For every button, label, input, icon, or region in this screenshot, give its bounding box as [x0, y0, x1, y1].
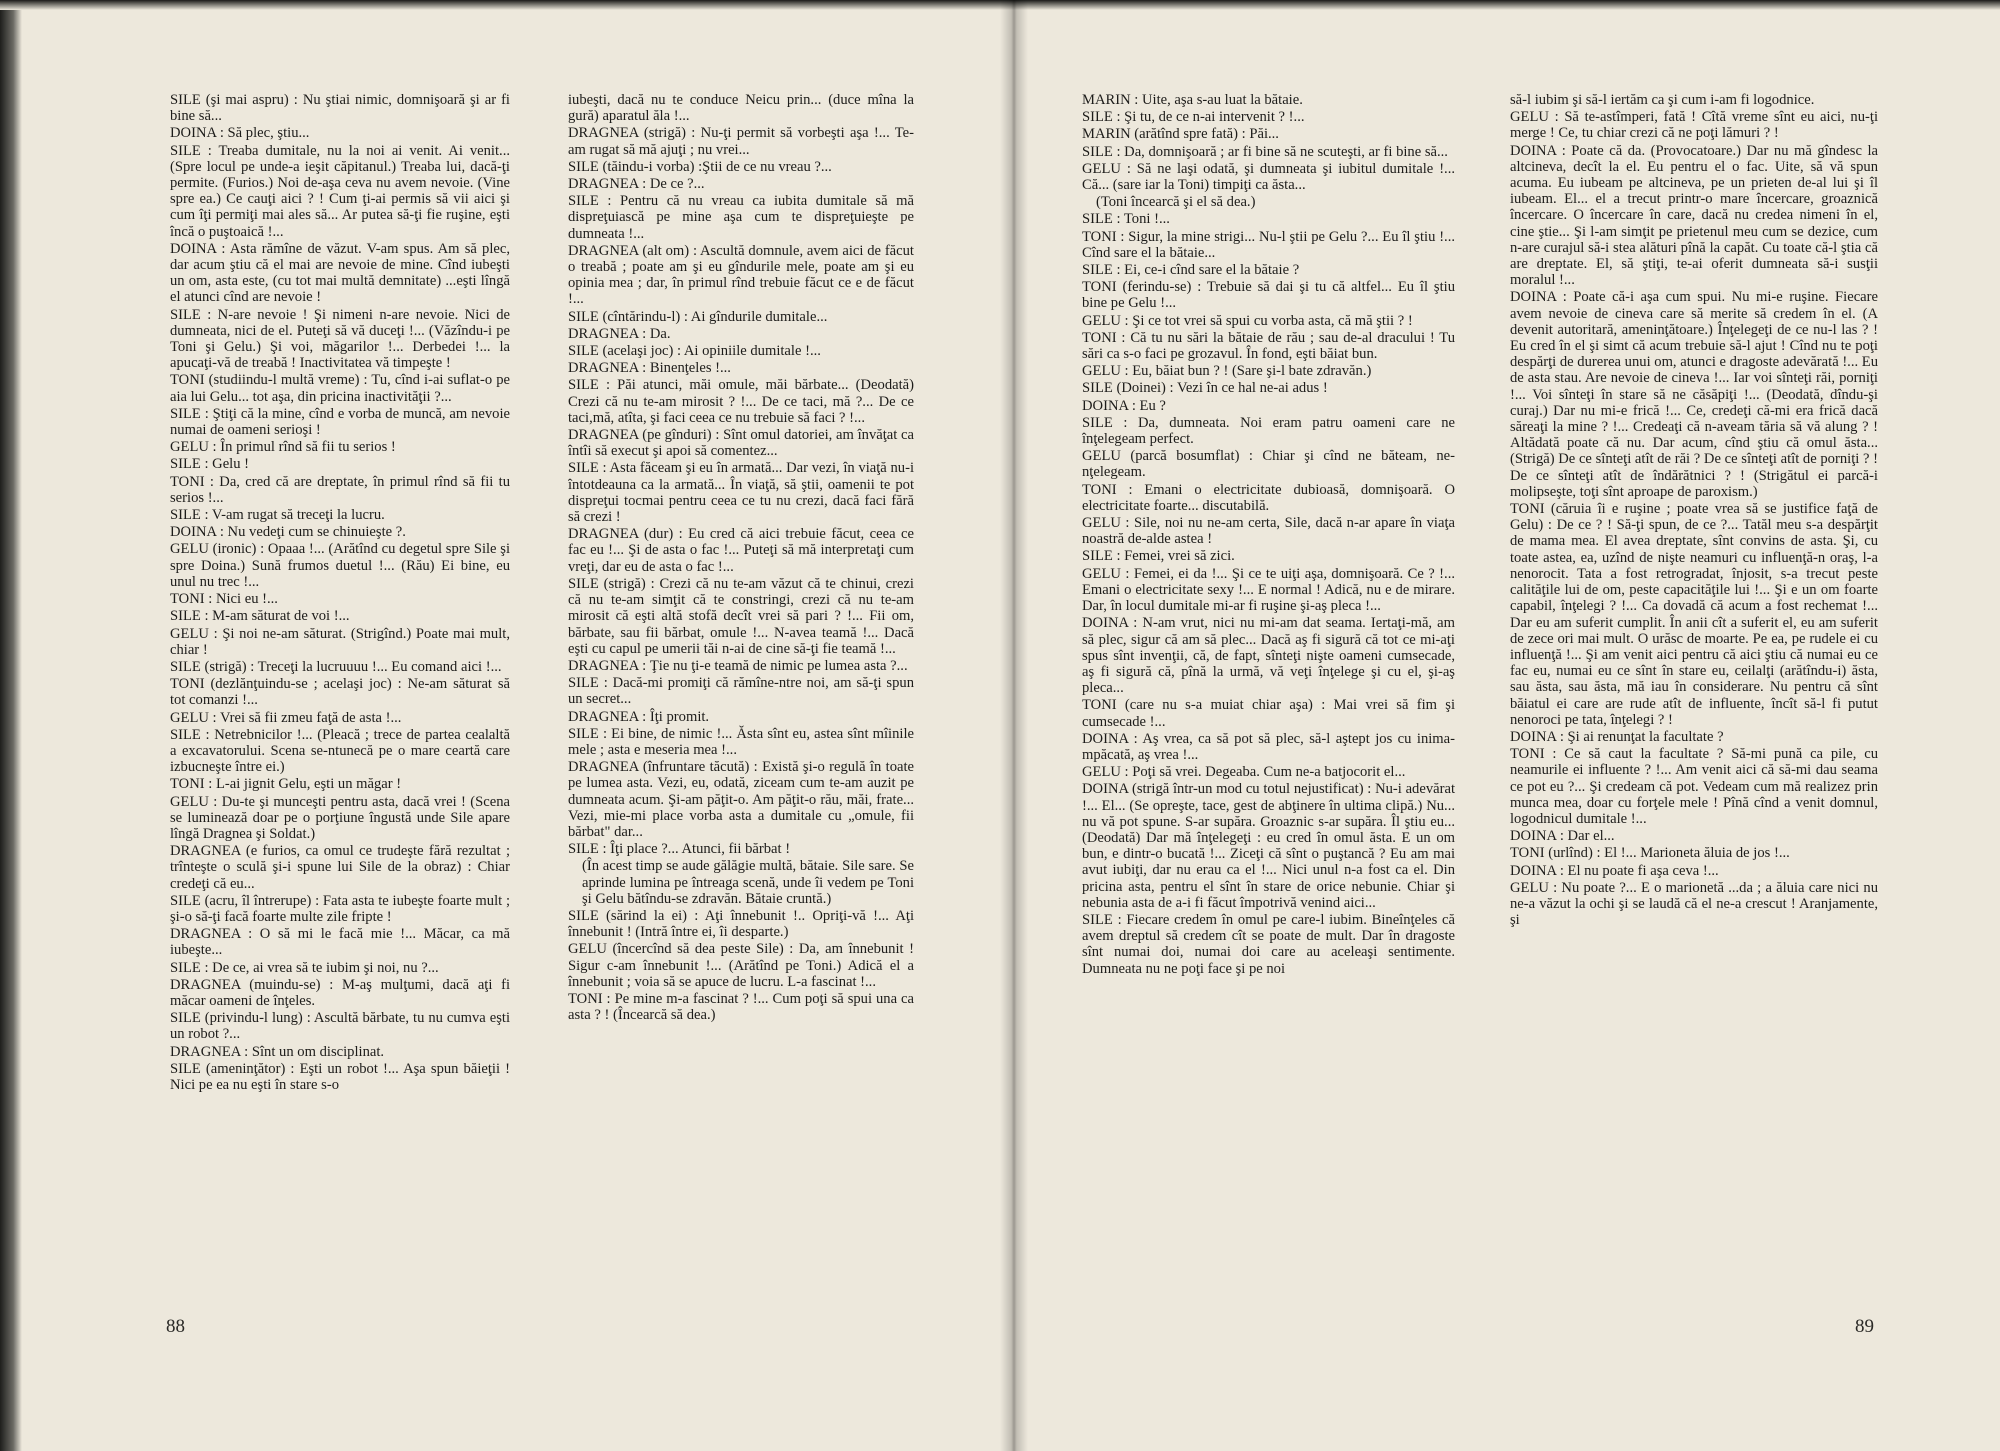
dialogue-line: TONI : Ce să caut la facultate ? Să-mi pună ca pile, cu neamurile ei influente ? !... Am venit aici că să-mi dau seama ce pot eu ?... Şi credeam că pot. Vedeam cum mă realizez prin munca mea, doar cu forţele mele ! Pînă cînd a venit domnul, logodnicul dumitale !... — [1510, 746, 1878, 827]
dialogue-line: SILE : V-am rugat să treceţi la lucru. — [170, 507, 385, 524]
dialogue-line: DOINA (strigă într-un mod cu totul nejustificat) : Nu-i adevărat !... El... (Se opreşte, tace, gest de abţinere în ultima clipă.) Nu... nu vă pot spune. S-ar supăra. Groaznic s-ar supăra. Îl ştiu eu... (Deodată) Dar mă înţelegeţi : eu cred în omul ăsta. E un om bun, e dintr-o bucată !... Ziceţi că sînt o puştancă ? Eu am mai avut iubiţi, dar nu erau ca el !... Nici unul n-a fost ca el. Din pricina asta, pentru el sînt în stare de orice nebunie. Chiar şi nebunia asta de a-i fi făcut împotrivă venind aici... — [1082, 781, 1455, 911]
dialogue-line: DRAGNEA : Da. — [568, 325, 671, 342]
dialogue-line: DRAGNEA (dur) : Eu cred că aici trebuie făcut, ceea ce fac eu !... Şi de asta o fac !... Puteţi să mă interpretaţi cum vreţi, dar eu de asta o fac !... — [568, 526, 914, 575]
dialogue-line: GELU : Nu poate ?... E o marionetă ...da ; a ăluia care nici nu ne-a văzut la ochi şi se laudă că el ne-a crescut ! Aranjamente, şi — [1510, 879, 1878, 929]
dialogue-line: GELU : Vrei să fii zmeu faţă de asta !... — [170, 709, 402, 726]
dialogue-line: GELU : Şi noi ne-am săturat. (Strigînd.) Poate mai mult, chiar ! — [170, 625, 510, 658]
book-gutter — [1000, 0, 1028, 1451]
dialogue-line: DRAGNEA (strigă) : Nu-ţi permit să vorbeşti aşa !... Te-am rugat să mă ajuţi ; nu vrei... — [568, 125, 914, 158]
dialogue-line: SILE : Pentru că nu vreau ca iubita dumitale să mă dispreţuiască pe mine aşa cum te dispreţuieşte pe dumneata !... — [568, 193, 914, 242]
dialogue-line: DOINA : Dar el... — [1510, 828, 1615, 845]
dialogue-line: DRAGNEA (alt om) : Ascultă domnule, avem aici de făcut o treabă ; poate am şi eu gîndurile mele, poate am şi eu opinia mea ; dar, în primul rînd trebuie făcut ce e de făcut !... — [568, 242, 914, 308]
dialogue-line: DOINA : Nu vedeţi cum se chinuieşte ?. — [170, 524, 406, 541]
dialogue-line: SILE : Păi atunci, măi omule, măi bărbate... (Deodată) Crezi că nu te-am mirosit ? !... De ce taci, mă ?... De ce taci,mă, atîta, şi faci ceea ce nu trebuie să faci ? !... — [568, 377, 914, 426]
page-number-right: 89 — [1855, 1316, 1874, 1337]
dialogue-line: TONI : Sigur, la mine strigi... Nu-l ştii pe Gelu ?... Eu îl ştiu !... Cînd sare el la bătaie... — [1082, 228, 1455, 261]
dialogue-line: DOINA : Poate că da. (Provocatoare.) Dar nu mă gîndesc la altcineva, decît la el. Eu pentru el o fac. Uite, să vă spun acuma. Eu iubeam pe altcineva, pe un prieten de-al lui şi îl iubeam. El... el a trecut printr-o mare încercare, groaznică încercare. O încercare în care, dacă nu credea nimeni în el, cine ştie... Şi l-am simţit pe prietenul meu cum se dezice, cum n-are curajul să-i stea alături pînă la capăt. Cu toate că-l ştia că are dreptate. El, să ştiţi, te-ai oferit dumneata să-i susţii moralul !... — [1510, 142, 1878, 289]
dialogue-line: să-l iubim şi să-l iertăm ca şi cum i-am fi logodnice. — [1510, 92, 1815, 108]
dialogue-line: SILE (Doinei) : Vezi în ce hal ne-ai adus ! — [1082, 380, 1328, 397]
page-number-left: 88 — [166, 1316, 185, 1337]
dialogue-line: iubeşti, dacă nu te conduce Neicu prin... (duce mîna la gură) aparatul ăla !... — [568, 92, 914, 125]
dialogue-line: GELU (parcă bosumflat) : Chiar şi cînd ne băteam, ne-nţelegeam. — [1082, 448, 1455, 481]
dialogue-line: DRAGNEA (muindu-se) : M-aş mulţumi, dacă aţi fi măcar oameni de înţeles. — [170, 976, 510, 1009]
dialogue-line: MARIN (arătînd spre fată) : Păi... — [1082, 126, 1279, 143]
dialogue-line: SILE : Ei bine, de nimic !... Ăsta sînt eu, astea sînt mîinile mele ; asta e meseria mea !... — [568, 725, 914, 758]
dialogue-line: SILE : Asta făceam şi eu în armată... Dar vezi, în viaţă nu-i întotdeauna ca la armată... În viaţă, să ştii, oamenii te pot dispreţui tocmai pentru ceea ce tu nu crezi, dacă faci fără să crezi ! — [568, 460, 914, 526]
dialogue-line: SILE (acru, îl întrerupe) : Fata asta te iubeşte foarte mult ; şi-o să-ţi facă foarte multe zile fripte ! — [170, 892, 510, 925]
dialogue-line: SILE (acelaşi joc) : Ai opiniile dumitale !... — [568, 343, 821, 360]
dialogue-line: GELU : Să ne laşi odată, şi dumneata şi iubitul dumitale !... Că... (sare iar la Toni) timpiţi ca ăsta... — [1082, 160, 1455, 194]
dialogue-line: SILE : Şi tu, de ce n-ai intervenit ? !... — [1082, 109, 1305, 126]
dialogue-line: GELU : Eu, băiat bun ? ! (Sare şi-l bate zdravăn.) — [1082, 363, 1372, 380]
dialogue-line: SILE : Toni !... — [1082, 211, 1170, 228]
dialogue-line: (În acest timp se aude gălăgie multă, bătaie. Sile sare. Se aprinde lumina pe întreaga scenă, unde îi vedem pe Toni şi Gelu bătîndu-se zdravăn. Bătaie cruntă.) — [582, 858, 914, 907]
dialogue-line: GELU : În primul rînd să fii tu serios ! — [170, 439, 396, 456]
dialogue-line: SILE : Gelu ! — [170, 456, 250, 473]
dialogue-line: SILE (sărind la ei) : Aţi înnebunit !.. Opriţi-vă !... Aţi înnebunit ! (Intră între ei, îi desparte.) — [568, 907, 914, 941]
dialogue-line: SILE (tăindu-i vorba) :Ştii de ce nu vreau ?... — [568, 158, 832, 175]
left-page-column-1 — [170, 92, 510, 1292]
dialogue-line: GELU (încercînd să dea peste Sile) : Da, am înnebunit ! Sigur c-am înnebunit !... (Arătînd pe Toni.) Adică el a înnebunit ; voia să se apuce de lucru. L-a fascinat !... — [568, 941, 914, 990]
dialogue-line: DRAGNEA (pe gînduri) : Sînt omul datoriei, am învăţat ca întîi să execut şi apoi să comentez... — [568, 427, 914, 460]
dialogue-line: GELU : Să te-astîmperi, fată ! Cîtă vreme sînt eu aici, nu-ţi merge ! Ce, tu chiar crezi că ne poţi lămuri ? ! — [1510, 109, 1878, 142]
dialogue-line: DOINA : Eu ? — [1082, 397, 1166, 414]
dialogue-line: SILE (cîntărindu-l) : Ai gîndurile dumitale... — [568, 308, 828, 325]
dialogue-line: TONI (ferindu-se) : Trebuie să dai şi tu că altfel... Eu îl ştiu bine pe Gelu !... — [1082, 279, 1455, 312]
dialogue-line: SILE : N-are nevoie ! Şi nimeni n-are nevoie. Nici de dumneata, nici de el. Puteţi să vă duceţi !... (Văzîndu-i pe Toni şi Gelu.) Şi voi, măgarilor !... Derbedei !... la apucaţi-vă de treabă ! Inactivitatea vă timpeşte ! — [170, 306, 510, 372]
dialogue-line: SILE : Dacă-mi promiţi că rămîne-ntre noi, am să-ţi spun un secret... — [568, 675, 914, 708]
dialogue-line: SILE : De ce, ai vrea să te iubim şi noi, nu ?... — [170, 959, 439, 976]
dialogue-line: SILE : Femei, vrei să zici. — [1082, 548, 1235, 565]
dialogue-line: TONI : Emani o electricitate dubioasă, domnişoară. O electricitate foarte... discutabilă. — [1082, 481, 1455, 514]
dialogue-line: TONI : Nici eu !... — [170, 591, 278, 608]
dialogue-line: DOINA : Să plec, ştiu... — [170, 125, 310, 142]
dialogue-line: MARIN : Uite, aşa s-au luat la bătaie. — [1082, 92, 1303, 108]
dialogue-line: TONI : Da, cred că are dreptate, în primul rînd să fii tu serios !... — [170, 473, 510, 506]
dialogue-line: GELU : Şi ce tot vrei să spui cu vorba asta, că mă ştii ? ! — [1082, 312, 1413, 329]
dialogue-line: SILE : Treaba dumitale, nu la noi ai venit. Ai venit... (Spre locul pe unde-a ieşit căpitanul.) Treaba lui, dacă-ţi permite. (Furios.) Noi de-aşa ceva nu avem nevoie. (Vine spre ea.) Ce cauţi aici ? ! Cum ţi-ai permis să vii aici şi cum îţi permiţi mai ales să... Ar putea să-ţi fie ruşine, eşti încă o puştoaică !... — [170, 142, 510, 240]
dialogue-line: TONI (care nu s-a muiat chiar aşa) : Mai vrei să fim şi cumsecade !... — [1082, 697, 1455, 730]
dialogue-line: SILE (ameninţător) : Eşti un robot !... Aşa spun băieţii ! Nici pe ea nu eşti în stare s-o — [170, 1060, 510, 1093]
left-page-column-2 — [568, 92, 914, 1292]
dialogue-line: SILE : Netrebnicilor !... (Pleacă ; trece de partea cealaltă a excavatorului. Scena se-ntunecă pe o mare ceartă care izbucneşte între ei.) — [170, 726, 510, 776]
dialogue-line: DOINA : El nu poate fi aşa ceva !... — [1510, 862, 1719, 879]
dialogue-line: GELU : Femei, ei da !... Şi ce te uiţi aşa, domnişoară. Ce ? !... Emani o electricitate sexy !... E normal ! Adică, nu e de mirare. Dar, în locul dumitale mi-ar fi ruşine şi-aş pleca !... — [1082, 565, 1455, 615]
dialogue-line: DRAGNEA : De ce ?... — [568, 176, 705, 193]
dialogue-line: SILE (strigă) : Treceţi la lucruuuu !... Eu comand aici !... — [170, 658, 502, 675]
dialogue-line: DRAGNEA (e furios, ca omul ce trudeşte fără rezultat ; trînteşte o sculă şi-i spune lui Sile de la obraz) : Chiar credeţi că eu... — [170, 843, 510, 892]
dialogue-line: SILE : Ei, ce-i cînd sare el la bătaie ? — [1082, 262, 1300, 279]
dialogue-line: GELU : Du-te şi munceşti pentru asta, dacă vrei ! (Scena se luminează doar pe o porţiune îngustă unde Sile apare lîngă Dragnea şi Soldat.) — [170, 793, 510, 842]
dialogue-line: DRAGNEA : O să mi le facă mie !... Măcar, ca mă iubeşte... — [170, 926, 510, 959]
dialogue-line: DOINA : Asta rămîne de văzut. V-am spus. Am să plec, dar acum ştiu că el mai are nevoie de mine. Cînd iubeşti un om, asta este, (cu tot mai multă demnitate) ...eşti lîngă el atunci cînd are nevoie ! — [170, 240, 510, 306]
dialogue-line: SILE (strigă) : Crezi că nu te-am văzut că te chinui, crezi că nu te-am simţit că te constringi, crezi că nu te-am mirosit că eşti altă stofă decît vrei să pari ? !... Fii om, bărbate, sau fii bărbat, omule !... N-avea teamă !... Dacă eşti cu capul pe umerii tăi n-ai de cine să-ţi fie teamă !... — [568, 575, 914, 657]
dialogue-line: TONI (urlînd) : El !... Marioneta ăluia de jos !... — [1510, 845, 1790, 862]
dialogue-line: GELU : Sile, noi nu ne-am certa, Sile, dacă n-ar apare în viaţa noastră de-alde astea ! — [1082, 515, 1455, 548]
dialogue-line: TONI (dezlănţuindu-se ; acelaşi joc) : Ne-am săturat să tot comanzi !... — [170, 676, 510, 709]
dialogue-line: DOINA : Poate că-i aşa cum spui. Nu mi-e ruşine. Fiecare avem nevoie de cineva care să merite să credem în el. (A devenit autoritară, ameninţătoare.) Înţelegeţi de ce nu-l las ? ! Eu cred în el şi simt că acum trebuie să-l ajut ! Cînd nu te poţi despărţi de durerea unui om, atunci e dragoste adevărată !... Eu de asta stau. Are nevoie de cineva !... Iar voi sînteţi răi, porniţi !... Voi sînteţi în stare să ne căsăpiţi !... (Deodată, dîndu-şi curaj.) Dar nu mi-e frică !... Ce, credeţi că-mi era frică dacă săreaţi la mine ? !... Credeaţi că n-aveam tăria să vă alung ? ! Altădată poate că nu. Dar acum, cînd ştiu că omul ăsta... (Strigă) De ce sînteţi atît de răi ? De ce sînteţi atît de porniţi ? ! De ce sînteţi atît de îndărătnici ? ! (Strigătul ei parcă-i molipseşte, toţi sînt aproape de paroxism.) — [1510, 289, 1878, 500]
dialogue-line: DOINA : N-am vrut, nici nu mi-am dat seama. Iertaţi-mă, am să plec, sigur că am să plec... Dacă aş fi sigură că tot ce mi-aţi spus sînt invenţii, că, de fapt, sînteţi nişte oameni cumsecade, aş fi sigură că, pînă la urmă, vă veţi înţelege şi cu el, şi-aş pleca... — [1082, 615, 1455, 697]
dialogue-line: DRAGNEA : Îţi promit. — [568, 708, 710, 725]
dialogue-line: TONI (căruia îi e ruşine ; poate vrea să se justifice faţă de Gelu) : De ce ? ! Să-ţi spun, de ce ?... Tatăl meu s-a despărţit de mama mea. El avea dreptate, sînt convins de asta. Şi, cu toate astea, ea, uzînd de nişte neamuri cu influenţă-n oraş, l-a nenorocit. Tata a fost retrogradat, înjosit, s-a trecut peste calităţile lui de om, peste capacităţile lui !... Şi e un om foarte capabil, înţelegi ? !... Ca dovadă că acum a fost rechemat !... Dar eu am suferit cumplit. În anii cît a suferit el, eu am suferit de zece ori mai mult. O urăsc de moarte. Pe ea, pe rudele ei cu influenţă !... Şi am venit aici pentru că aici ştiu că numai eu ce fac eu, numai eu ce sînt în stare eu, ceilalţi (arătîndu-i) ăsta, sau ăsta, sau ăsta, mă iau în considerare. Nu pentru că sînt băiatul ei care are rude atît de influente, încît să-l fi putut nenoroci pe tata, înţelegi ? ! — [1510, 501, 1878, 728]
dialogue-line: DOINA : Şi ai renunţat la facultate ? — [1510, 728, 1724, 745]
dialogue-line: DOINA : Aş vrea, ca să pot să plec, să-l aştept jos cu inima-mpăcată, aş vrea !... — [1082, 730, 1455, 763]
dialogue-line: SILE (şi mai aspru) : Nu ştiai nimic, domnişoară şi ar fi bine să... — [170, 92, 510, 125]
dialogue-line: SILE (privindu-l lung) : Ascultă bărbate, tu nu cumva eşti un robot ?... — [170, 1010, 510, 1043]
dialogue-line: SILE : Da, domnişoară ; ar fi bine să ne scuteşti, ar fi bine să... — [1082, 143, 1448, 160]
dialogue-line: DRAGNEA : Binenţeles !... — [568, 360, 731, 377]
dialogue-line: SILE : Îţi place ?... Atunci, fii bărbat ! — [568, 841, 791, 858]
dialogue-line: DRAGNEA (înfruntare tăcută) : Există şi-o regulă în toate pe lumea asta. Vezi, eu, odată, ziceam cum te-am auzit pe dumneata acum. Şi-am păţit-o. Am păţit-o rău, măi, frate... Vezi, mie-mi place vorba asta a dumitale cu „omule, fii bărbat" dar... — [568, 759, 914, 840]
right-page — [1012, 0, 2000, 1451]
dialogue-line: TONI : L-ai jignit Gelu, eşti un măgar ! — [170, 776, 402, 793]
dialogue-line: (Toni încearcă şi el să dea.) — [1096, 194, 1256, 211]
dialogue-line: GELU (ironic) : Opaaa !... (Arătînd cu degetul spre Sile şi spre Doina.) Sună frumos duetul !... (Rău) Ei bine, eu unul nu trec !... — [170, 541, 510, 590]
dialogue-line: TONI : Că tu nu sări la bătaie de rău ; sau de-al dracului ! Tu sări ca s-o faci pe grozavul. În fond, eşti băiat bun. — [1082, 329, 1455, 363]
dialogue-line: SILE : Da, dumneata. Noi eram patru oameni care ne înţelegeam perfect. — [1082, 414, 1455, 448]
dialogue-line: SILE : Ştiţi că la mine, cînd e vorba de muncă, am nevoie numai de oameni serioşi ! — [170, 405, 510, 439]
dialogue-line: DRAGNEA : Ţie nu ţi-e teamă de nimic pe lumea asta ?... — [568, 657, 908, 674]
right-page-column-1 — [1082, 92, 1455, 1292]
dialogue-line: SILE : M-am săturat de voi !... — [170, 608, 350, 625]
dialogue-line: SILE : Fiecare credem în omul pe care-l iubim. Bineînţeles că avem dreptul să credem cît se poate de mult. Dar în dragoste sînt numai doi, numai doi care au aceleaşi sentimente. Dumneata nu ne poţi face şi pe noi — [1082, 911, 1455, 977]
right-page-column-2 — [1510, 92, 1878, 1292]
dialogue-line: DRAGNEA : Sînt un om disciplinat. — [170, 1043, 385, 1060]
book-left-edge — [0, 0, 22, 1451]
dialogue-line: TONI : Pe mine m-a fascinat ? !... Cum poţi să spui una ca asta ? ! (Încearcă să dea.) — [568, 990, 914, 1024]
dialogue-line: GELU : Poţi să vrei. Degeaba. Cum ne-a batjocorit el... — [1082, 764, 1406, 781]
dialogue-line: TONI (studiindu-l multă vreme) : Tu, cînd i-ai suflat-o pe aia lui Gelu... tot aşa, din pricina inactivităţii ?... — [170, 372, 510, 405]
